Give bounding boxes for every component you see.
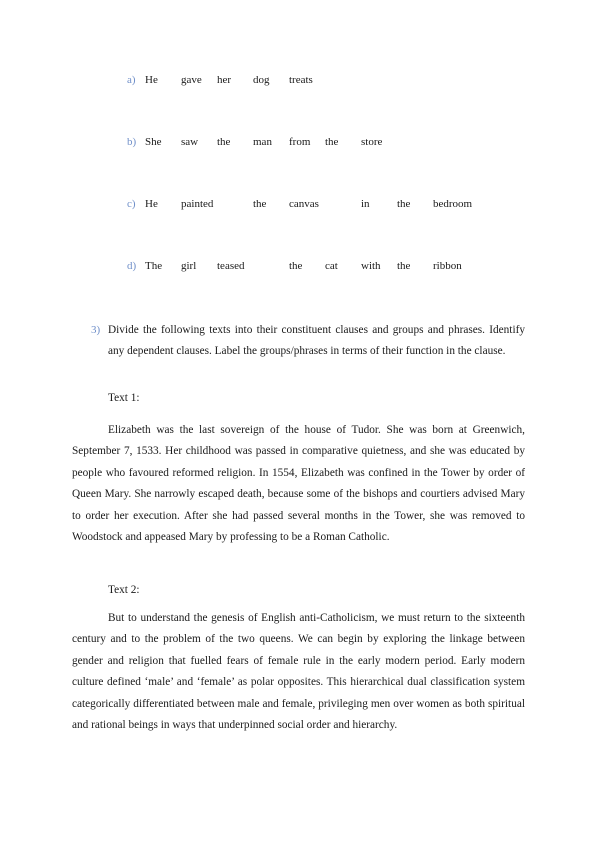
word: gave <box>181 74 202 86</box>
list-letter: c) <box>127 198 136 210</box>
list-letter: b) <box>127 136 137 148</box>
word: the <box>397 260 411 272</box>
word: treats <box>289 74 313 86</box>
word: The <box>145 260 163 272</box>
word: man <box>253 136 272 148</box>
word: girl <box>181 260 197 272</box>
word: dog <box>253 74 270 86</box>
word: the <box>253 198 267 210</box>
text-2-paragraph: But to understand the genesis of English anti-Catholicism, we must return to the sixteenth century and to the problem of the two queens. We can begin by exploring the linkage between gender and religion that fuelled fears of female rule in the early modern period. Early modern culture defined ‘male’ and ‘female’ as polar opposites. This hierarchical dual classification system categorically differentiated between male and female, privileging men over women as both spiritual and rational beings in ways that underpinned social order and hierarchy. <box>72 612 525 732</box>
question-number: 3) <box>91 324 101 336</box>
word: the <box>217 136 231 148</box>
word: canvas <box>289 198 319 210</box>
list-letter: a) <box>127 74 136 86</box>
word: painted <box>181 198 214 210</box>
word: the <box>397 198 411 210</box>
word: She <box>145 136 162 148</box>
word: saw <box>181 136 199 148</box>
text-2-label: Text 2: <box>108 584 140 596</box>
word: cat <box>325 260 338 272</box>
word: He <box>145 198 158 210</box>
word: her <box>217 74 232 86</box>
word: the <box>325 136 339 148</box>
text-1-label: Text 1: <box>108 392 140 404</box>
word: bedroom <box>433 198 473 210</box>
word: He <box>145 74 158 86</box>
word: store <box>361 136 383 148</box>
word: ribbon <box>433 260 462 272</box>
text-1-paragraph: Elizabeth was the last sovereign of the house of Tudor. She was born at Greenwich, September 7, 1533. Her childhood was passed in comparative quietness, and she was educated by people who favoured reformed religion. In 1554, Elizabeth was confined in the Tower by order of Queen Mary. She narrowly escaped death, because some of the bishops and courtiers advised Mary to order her execution. After she had passed several months in the Tower, she was removed to Woodstock and appeased Mary by professing to be a Roman Catholic. <box>72 424 525 544</box>
list-letter: d) <box>127 260 137 272</box>
word: from <box>289 136 311 148</box>
word: with <box>361 260 381 272</box>
word: in <box>361 198 370 210</box>
question-text: Divide the following texts into their constituent clauses and groups and phrases. Identify any dependent clauses. Label the groups/phrases in terms of their function in the clause. <box>108 324 525 357</box>
word: the <box>289 260 303 272</box>
word: teased <box>217 260 245 272</box>
